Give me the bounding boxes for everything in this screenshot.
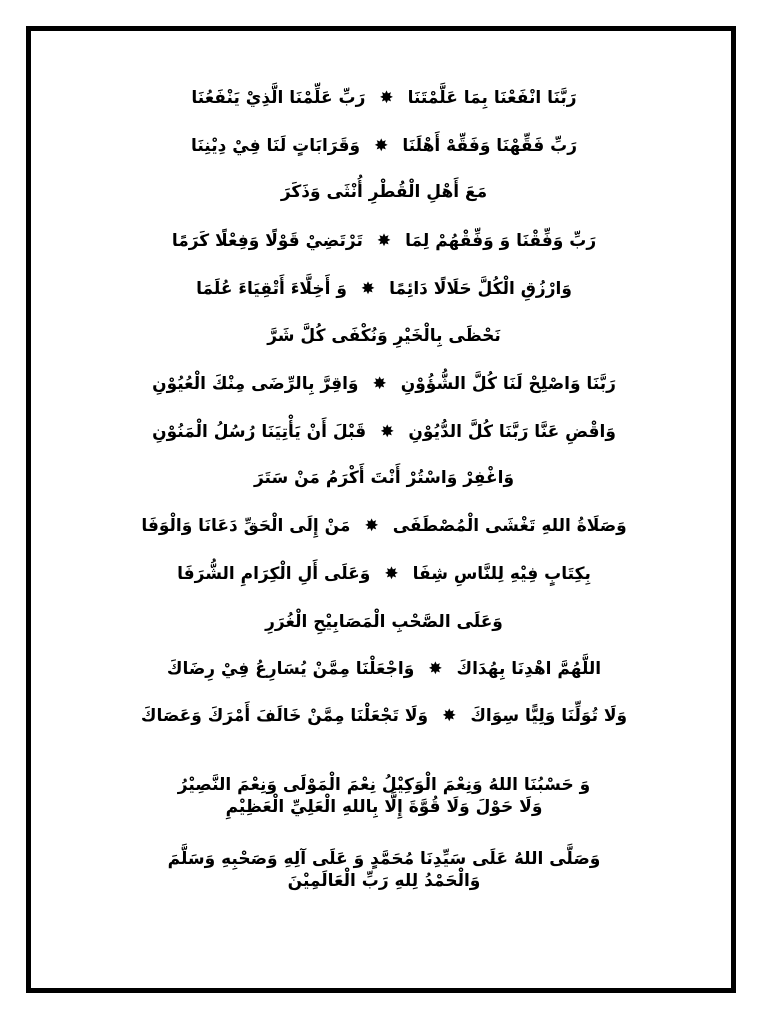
hemistich-left: مَنْ إِلَى الْحَقِّ دَعَانَا وَالْوَفَا [141, 516, 351, 536]
single-verse: نَحْظَى بِالْخَيْرِ وَنُكْفَى كُلَّ شَرَّ [267, 326, 501, 346]
poem-line-12 [0, 610, 768, 634]
hemistich-right: رَبَّنَا وَاصْلِحْ لَنَا كُلَّ الشُّؤُوْنِ [400, 374, 616, 394]
poem-line-4 [0, 229, 768, 253]
single-verse: وَاغْفِرْ وَاسْتُرْ أَنْتَ أَكْرَمُ مَنْ سَتَرَ [253, 468, 515, 488]
hemistich-left: وَلَا تَجْعَلْنَا مِمَّنْ خَالَفَ أَمْرَكَ وَعَصَاكَ [140, 706, 429, 726]
hemistich-right: وَاقْضِ عَنَّا رَبَّنَا كُلَّ الدُّيُوْنِ [408, 422, 616, 442]
single-verse: وَعَلَى الصَّحْبِ الْمَصَابِيْحِ الْغُرَرِ [265, 612, 503, 632]
hemistich-left: وَعَلَى أَلِ الْكِرَامِ الشُّرَفَا [177, 564, 371, 584]
poem-line-7 [0, 372, 768, 396]
hemistich-right: بِكِتَابٍ فِيْهِ لِلنَّاسِ شِفَا [412, 564, 591, 584]
closing-line: وَالْحَمْدُ لِلهِ رَبِّ الْعَالَمِيْنَ [287, 871, 481, 891]
hemistich-left: رَبِّ عَلِّمْنَا الَّذِيْ يَنْفَعُنَا [191, 88, 366, 108]
hemistich-right: وَصَلَاةُ اللهِ تَغْشَى الْمُصْطَفَى [392, 516, 627, 536]
poem-line-14 [0, 704, 768, 728]
star-separator-icon: ✸ [428, 659, 443, 679]
hemistich-right: رَبِّ وَفِّقْنَا وَ وَفِّقْهُمْ لِمَا [405, 231, 597, 251]
poem-line-6 [0, 324, 768, 348]
star-separator-icon: ✸ [372, 374, 387, 394]
poem-line-8 [0, 420, 768, 444]
closing-line: وَصَلَّى اللهُ عَلَى سَيِّدِنَا مُحَمَّدٍ وَ عَلَى آلِهِ وَصَحْبِهِ وَسَلَّمَ [167, 849, 601, 869]
hemistich-left: تَرْتَضِيْ قَوْلًا وَفِعْلًا كَرَمًا [171, 231, 363, 251]
hemistich-right: وَارْزُقِ الْكُلَّ حَلَالًا دَائِمًا [389, 279, 572, 299]
hemistich-right: وَلَا تُوَلِّنَا وَلِيًّا سِوَاكَ [470, 706, 628, 726]
poem-line-9 [0, 466, 768, 490]
star-separator-icon: ✸ [374, 136, 389, 156]
poem-line-13 [0, 657, 768, 681]
closing-line: وَ حَسْبُنَا اللهُ وَنِعْمَ الْوَكِيْلُ نِعْمَ الْمَوْلَى وَنِعْمَ النَّصِيْرُ [177, 775, 591, 795]
hemistich-right: اللَّهُمَّ اهْدِنَا بِهُدَاكَ [456, 659, 602, 679]
star-separator-icon: ✸ [379, 88, 394, 108]
star-separator-icon: ✸ [376, 231, 392, 251]
hemistich-left: قَبْلَ أَنْ يَأْتِيَنَا رُسُلُ الْمَنُوْنِ [152, 422, 367, 442]
hemistich-left: وَاجْعَلْنَا مِمَّنْ يُسَارِعُ فِيْ رِضَاكَ [166, 659, 415, 679]
star-separator-icon: ✸ [442, 706, 457, 726]
hemistich-right: رَبِّ فَقِّهْنَا وَفَقِّهْ أَهْلَنَا [402, 136, 578, 156]
star-separator-icon: ✸ [384, 564, 399, 584]
star-separator-icon: ✸ [360, 279, 376, 299]
poem-line-5 [0, 277, 768, 301]
poem-line-2 [0, 134, 768, 158]
hemistich-right: رَبَّنَا انْفَعْنَا بِمَا عَلَّمْتَنَا [407, 88, 577, 108]
hemistich-left: وَ أَخِلَّاءَ أَتْقِيَاءَ عُلَمَا [196, 279, 347, 299]
hemistich-left: وَقَرَابَاتٍ لَنَا فِيْ دِيْنِنَا [190, 136, 361, 156]
closing-block-2 [0, 848, 768, 892]
closing-block-1 [0, 774, 768, 818]
poem-line-10 [0, 514, 768, 538]
hemistich-left: وَاقِرَّ بِالرِّضَى مِنْكَ الْعُيُوْنِ [152, 374, 359, 394]
star-separator-icon: ✸ [380, 422, 395, 442]
poem-line-1 [0, 86, 768, 110]
star-separator-icon: ✸ [364, 516, 379, 536]
single-verse: مَعَ أَهْلِ الْقُطْرِ أُنْثَى وَذَكَرَ [280, 182, 488, 202]
closing-line: وَلَا حَوْلَ وَلَا قُوَّةَ إِلَّا بِاللهِ الْعَلِيِّ الْعَظِيْمِ [225, 797, 543, 817]
poem-line-3 [0, 180, 768, 204]
poem-line-11 [0, 562, 768, 586]
